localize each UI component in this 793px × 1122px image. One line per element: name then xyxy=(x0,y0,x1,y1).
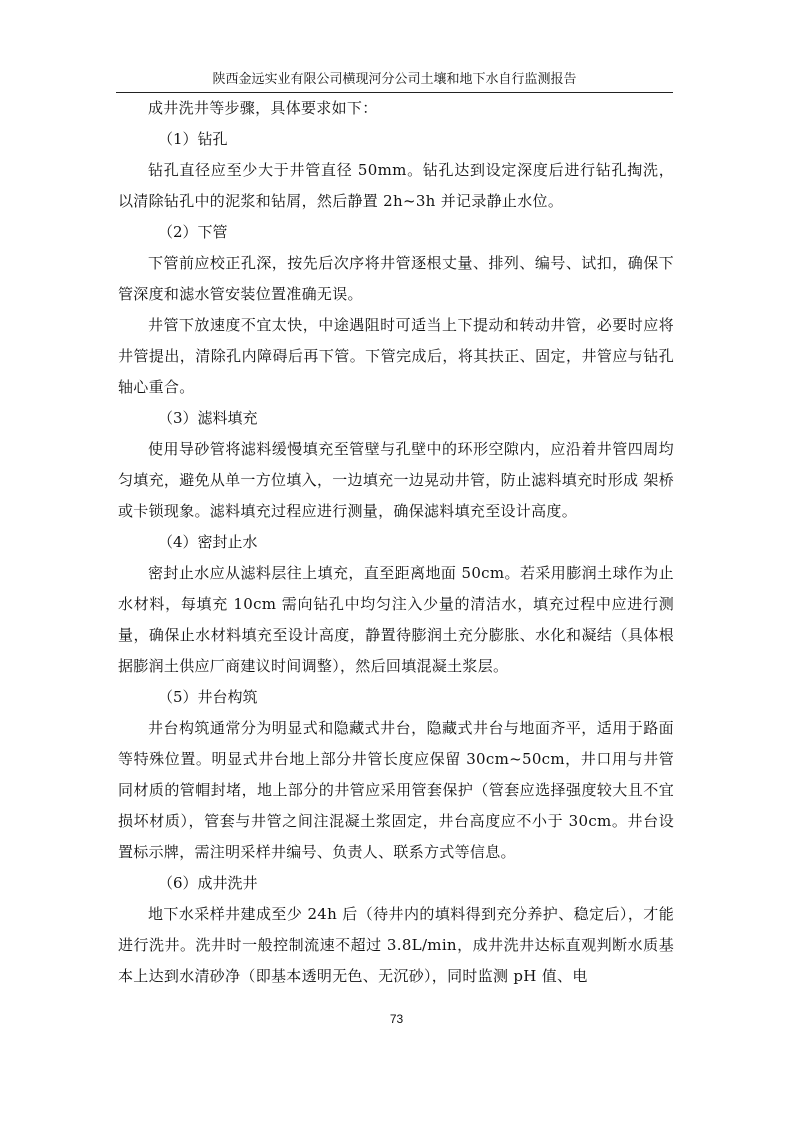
paragraph-drilling: 钻孔直径应至少大于井管直径 50mm。钻孔达到设定深度后进行钻孔掏洗，以清除钻孔中的泥浆和钻屑，然后静置 2h~3h 并记录静止水位。 xyxy=(118,161,674,210)
section-heading-sealing: （4）密封止水 xyxy=(158,533,258,551)
section-heading-pipe-installation: （2）下管 xyxy=(158,223,228,241)
intro-paragraph: 成井洗井等步骤，具体要求如下： xyxy=(148,99,378,117)
paragraph-sealing: 密封止水应从滤料层往上填充，直至距离地面 50cm。若采用膨润土球作为止水材料，每填充 10cm 需向钻孔中均匀注入少量的清洁水，填充过程中应进行测量，确保止水材料填充至设计高度，静置待膨润土充分膨胀、水化和凝结（具体根据膨润土供应厂商建议时间调整），然后回填混凝土浆层。 xyxy=(118,564,674,675)
section-heading-well-development: （6）成井洗井 xyxy=(158,874,258,892)
section-heading-drilling: （1）钻孔 xyxy=(158,130,228,148)
paragraph-well-development: 地下水采样井建成至少 24h 后（待井内的填料得到充分养护、稳定后），才能进行洗井。洗井时一般控制流速不超过 3.8L/min，成井洗井达标直观判断水质基本上达到水清砂净（即基本透明无色、无沉砂），同时监测 pH 值、电 xyxy=(118,905,674,985)
document-body xyxy=(118,93,674,992)
page-number: 73 xyxy=(389,1012,404,1026)
paragraph-wellhead-construction: 井台构筑通常分为明显式和隐藏式井台，隐藏式井台与地面齐平，适用于路面等特殊位置。明显式井台地上部分井管长度应保留 30cm~50cm，井口用与井管同材质的管帽封堵，地上部分的井管应采用管套保护（管套应选择强度较大且不宜损坏材质），管套与井管之间注混凝土浆固定，井台高度应不小于 30cm。井台设置标示牌，需注明采样井编号、负责人、联系方式等信息。 xyxy=(118,719,674,861)
paragraph-filter-filling: 使用导砂管将滤料缓慢填充至管壁与孔壁中的环形空隙内，应沿着井管四周均匀填充，避免从单一方位填入，一边填充一边晃动井管，防止滤料填充时形成 架桥或卡锁现象。滤料填充过程应进行测量，确保滤料填充至设计高度。 xyxy=(118,440,674,520)
section-heading-filter-filling: （3）滤料填充 xyxy=(158,409,258,427)
paragraph-pipe-installation-2: 井管下放速度不宜太快，中途遇阻时可适当上下提动和转动井管，必要时应将井管提出，清除孔内障碍后再下管。下管完成后，将其扶正、固定，井管应与钻孔轴心重合。 xyxy=(118,316,674,396)
section-heading-wellhead-construction: （5）井台构筑 xyxy=(158,688,258,706)
paragraph-pipe-installation-1: 下管前应校正孔深，按先后次序将井管逐根丈量、排列、编号、试扣，确保下管深度和滤水管安装位置准确无误。 xyxy=(118,254,674,303)
page-header: 陕西金远实业有限公司横现河分公司土壤和地下水自行监测报告 xyxy=(116,71,673,93)
